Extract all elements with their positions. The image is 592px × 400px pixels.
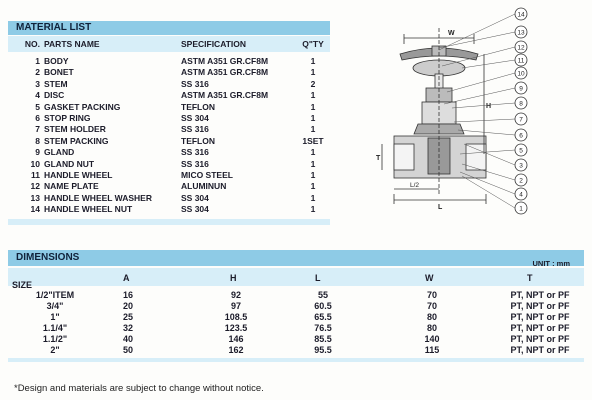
w-value: 140 bbox=[424, 334, 440, 344]
col-h: H bbox=[230, 273, 237, 283]
material-row bbox=[8, 56, 330, 67]
left-port bbox=[394, 144, 414, 170]
part-spec: SS 316 bbox=[181, 158, 209, 169]
l-value: 55 bbox=[317, 290, 328, 300]
l-label: L bbox=[438, 204, 443, 211]
col-no: NO. bbox=[24, 39, 40, 49]
dimensions-title: DIMENSIONS bbox=[8, 250, 584, 266]
col-l: L bbox=[315, 273, 321, 283]
a-value: 16 bbox=[122, 290, 133, 300]
part-no: 1 bbox=[35, 56, 40, 66]
col-qty: Q"TY bbox=[302, 39, 324, 49]
part-qty: 1 bbox=[310, 204, 316, 215]
callout-leader-line bbox=[452, 103, 515, 108]
callout-number: 10 bbox=[517, 70, 525, 78]
h-value: 123.5 bbox=[224, 323, 248, 333]
part-spec: SS 316 bbox=[181, 124, 209, 135]
material-row bbox=[8, 181, 330, 192]
w-value: 70 bbox=[426, 290, 437, 300]
callout-number: 13 bbox=[517, 29, 525, 37]
part-name: STEM PACKING bbox=[44, 135, 109, 146]
a-value: 50 bbox=[122, 345, 133, 355]
callout-number: 1 bbox=[519, 205, 523, 213]
unit-label: UNIT : mm bbox=[532, 259, 570, 268]
callout-number: 3 bbox=[519, 162, 523, 170]
dimension-row bbox=[8, 345, 584, 356]
part-qty: 1 bbox=[310, 170, 316, 180]
part-spec: SS 304 bbox=[181, 192, 209, 203]
callout-leader-line bbox=[447, 73, 515, 92]
t-value: PT, NPT or PF bbox=[510, 345, 570, 355]
callout-leader-line bbox=[444, 88, 515, 104]
part-spec: TEFLON bbox=[181, 135, 215, 146]
part-no: 11 bbox=[31, 170, 40, 180]
part-name: STOP RING bbox=[44, 113, 91, 123]
part-qty: 1 bbox=[310, 113, 316, 123]
w-value: 80 bbox=[426, 312, 437, 322]
w-label: W bbox=[448, 30, 455, 37]
material-row bbox=[8, 67, 330, 78]
size-value: 1.1/2" bbox=[42, 334, 68, 344]
part-no: 14 bbox=[30, 204, 40, 215]
part-name: GASKET PACKING bbox=[44, 101, 121, 112]
part-name: STEM HOLDER bbox=[44, 124, 106, 135]
part-qty: 1 bbox=[310, 101, 316, 112]
h-label: H bbox=[486, 103, 492, 110]
size-value: 1/2"ITEM bbox=[35, 290, 75, 300]
material-table-footer-band bbox=[8, 219, 330, 225]
part-name: DISC bbox=[44, 90, 65, 101]
size-value: 3/4" bbox=[46, 301, 64, 311]
callout-number: 9 bbox=[519, 85, 523, 93]
callout-leader-line bbox=[460, 172, 515, 194]
material-table-header bbox=[8, 36, 330, 52]
h-value: 97 bbox=[230, 301, 241, 311]
h-value: 146 bbox=[228, 334, 244, 344]
size-value: 1" bbox=[50, 312, 60, 322]
material-row bbox=[8, 79, 330, 90]
dimension-row bbox=[8, 334, 584, 345]
part-qty: 1 bbox=[310, 124, 316, 135]
part-spec: SS 316 bbox=[181, 78, 209, 89]
t-value: PT, NPT or PF bbox=[510, 334, 570, 344]
col-size: SIZE bbox=[12, 280, 33, 290]
t-value: PT, NPT or PF bbox=[510, 323, 570, 333]
part-name: BONET bbox=[44, 67, 74, 78]
part-no: 10 bbox=[30, 158, 40, 169]
callout-number: 11 bbox=[517, 57, 525, 65]
part-spec: ASTM A351 GR.CF8M bbox=[181, 90, 269, 101]
callout-number: 4 bbox=[519, 191, 523, 199]
t-label: T bbox=[376, 155, 381, 162]
callout-leader-line bbox=[454, 119, 515, 122]
part-qty: 1SET bbox=[302, 135, 324, 146]
part-no: 13 bbox=[30, 192, 40, 203]
size-value: 1.1/4" bbox=[42, 323, 68, 333]
callout-number: 2 bbox=[519, 177, 523, 185]
callout-numbers bbox=[515, 8, 527, 214]
callout-number: 12 bbox=[517, 44, 525, 52]
dimension-row bbox=[8, 323, 584, 334]
part-no: 7 bbox=[35, 124, 40, 135]
part-no: 4 bbox=[35, 90, 40, 101]
part-name: BODY bbox=[44, 56, 69, 66]
l-value: 95.5 bbox=[314, 345, 332, 355]
part-spec: TEFLON bbox=[181, 101, 215, 112]
col-t: T bbox=[527, 273, 533, 283]
a-value: 32 bbox=[122, 323, 133, 333]
dimension-row bbox=[8, 301, 584, 312]
material-row bbox=[8, 204, 330, 215]
material-list-title: MATERIAL LIST bbox=[8, 21, 330, 35]
col-specification: SPECIFICATION bbox=[181, 39, 247, 49]
part-qty: 1 bbox=[310, 67, 316, 78]
a-value: 25 bbox=[122, 312, 133, 322]
part-no: 8 bbox=[35, 135, 40, 146]
col-w: W bbox=[425, 273, 434, 283]
part-no: 2 bbox=[35, 67, 40, 78]
material-row bbox=[8, 113, 330, 124]
material-row bbox=[8, 193, 330, 204]
w-value: 80 bbox=[426, 323, 437, 333]
h-value: 162 bbox=[228, 345, 244, 355]
material-row bbox=[8, 102, 330, 113]
part-spec: SS 304 bbox=[181, 113, 209, 123]
material-row bbox=[8, 170, 330, 181]
material-row bbox=[8, 90, 330, 101]
material-row bbox=[8, 147, 330, 158]
h-value: 108.5 bbox=[224, 312, 248, 322]
part-spec: ALUMINUN bbox=[181, 181, 227, 192]
part-spec: ASTM A351 GR.CF8M bbox=[181, 67, 269, 78]
gate-valve-drawing bbox=[372, 4, 532, 226]
w-value: 70 bbox=[426, 301, 437, 311]
part-no: 12 bbox=[30, 181, 40, 192]
part-qty: 2 bbox=[310, 78, 316, 89]
dimensions-table-header bbox=[8, 268, 584, 286]
l-value: 85.5 bbox=[314, 334, 332, 344]
l-value: 76.5 bbox=[314, 323, 332, 333]
part-name: STEM bbox=[44, 78, 68, 89]
callout-number: 7 bbox=[519, 116, 523, 124]
t-value: PT, NPT or PF bbox=[510, 301, 570, 311]
part-spec: MICO STEEL bbox=[181, 170, 233, 180]
part-qty: 1 bbox=[310, 181, 316, 192]
l-value: 60.5 bbox=[314, 301, 332, 311]
t-value: PT, NPT or PF bbox=[510, 290, 570, 300]
l-value: 65.5 bbox=[314, 312, 332, 322]
part-name: GLAND NUT bbox=[44, 158, 95, 169]
part-spec: ASTM A351 GR.CF8M bbox=[181, 56, 269, 66]
dimension-row bbox=[8, 312, 584, 323]
part-no: 9 bbox=[35, 147, 40, 158]
callout-number: 14 bbox=[517, 11, 525, 19]
h-value: 92 bbox=[230, 290, 241, 300]
part-qty: 1 bbox=[310, 158, 316, 169]
w-value: 115 bbox=[424, 345, 440, 355]
callout-leader-line bbox=[462, 60, 515, 68]
part-qty: 1 bbox=[310, 56, 316, 66]
a-value: 20 bbox=[122, 301, 133, 311]
part-qty: 1 bbox=[310, 192, 316, 203]
callout-number: 6 bbox=[519, 132, 523, 140]
dimension-row bbox=[8, 290, 584, 301]
dimensions-table-footer-band bbox=[8, 358, 584, 362]
part-no: 3 bbox=[35, 78, 40, 89]
part-qty: 1 bbox=[310, 147, 316, 158]
callout-leader-line bbox=[458, 130, 515, 135]
callout-leader-line bbox=[462, 176, 515, 208]
part-spec: SS 304 bbox=[181, 204, 209, 215]
callout-number: 5 bbox=[519, 147, 523, 155]
part-name: HANDLE WHEEL WASHER bbox=[44, 192, 152, 203]
half-l-label: L/2 bbox=[410, 182, 420, 189]
a-value: 40 bbox=[122, 334, 133, 344]
part-no: 6 bbox=[35, 113, 40, 123]
part-qty: 1 bbox=[310, 90, 316, 101]
material-row bbox=[8, 124, 330, 135]
disclaimer-note: *Design and materials are subject to change without notice. bbox=[14, 383, 264, 394]
material-row bbox=[8, 159, 330, 170]
callout-number: 8 bbox=[519, 100, 523, 108]
part-name: HANDLE WHEEL NUT bbox=[44, 204, 133, 215]
material-row bbox=[8, 136, 330, 147]
part-name: NAME PLATE bbox=[44, 181, 99, 192]
part-no: 5 bbox=[35, 101, 40, 112]
t-value: PT, NPT or PF bbox=[510, 312, 570, 322]
part-spec: SS 316 bbox=[181, 147, 209, 158]
size-value: 2" bbox=[50, 345, 60, 355]
part-name: GLAND bbox=[44, 147, 75, 158]
part-name: HANDLE WHEEL bbox=[44, 170, 113, 180]
col-parts-name: PARTS NAME bbox=[44, 39, 100, 49]
col-a: A bbox=[123, 273, 130, 283]
